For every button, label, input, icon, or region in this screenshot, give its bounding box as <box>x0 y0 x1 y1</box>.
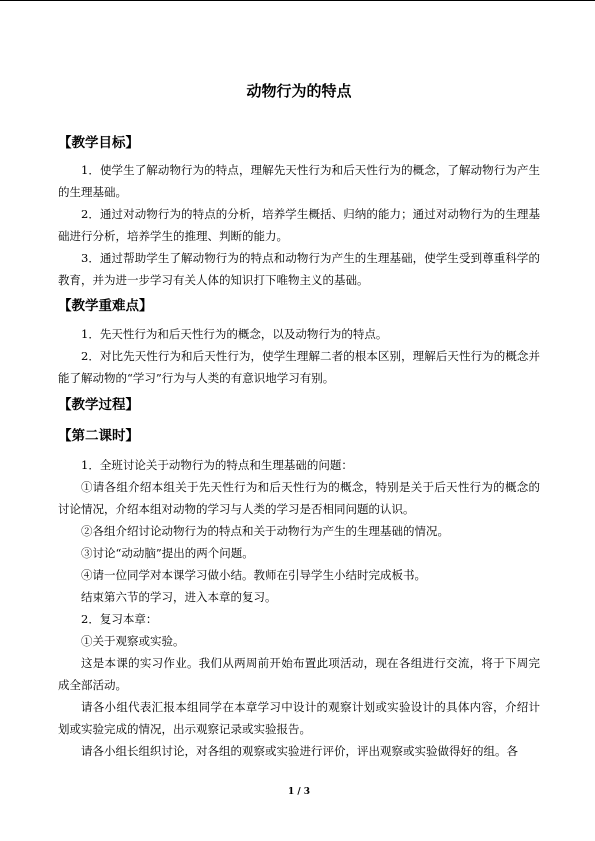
goal-item-2: 2．通过对动物行为的特点的分析，培养学生概括、归纳的能力；通过对动物行为的生理基础进行分析，培养学生的推理、判断的能力。 <box>58 207 540 243</box>
document-title: 动物行为的特点 <box>246 82 352 100</box>
lesson-item-8: ①关于观察或实验。 <box>81 634 185 648</box>
lesson-item-11: 请各小组长组织讨论，对各组的观察或实验进行评价，评出观察或实验做得好的组。各 <box>81 744 518 758</box>
lesson-item-6: 结束第六节的学习，进入本章的复习。 <box>81 590 277 604</box>
page-number: 1 / 3 <box>287 787 311 797</box>
header-rule <box>0 0 595 1</box>
key-point-item-1: 1．先天性行为和后天性行为的概念，以及动物行为的特点。 <box>81 327 388 341</box>
lesson-item-3: ②各组介绍讨论动物行为的特点和关于动物行为产生的生理基础的情况。 <box>81 524 449 538</box>
lesson-item-4: ③讨论“动动脑”提出的两个问题。 <box>81 546 254 560</box>
goal-item-3: 3．通过帮助学生了解动物行为的特点和动物行为产生的生理基础，使学生受到尊重科学的教育，并为进一步学习有关人体的知识打下唯物主义的基础。 <box>58 251 540 287</box>
lesson-item-2: ①请各组介绍本组关于先天性行为和后天性行为的概念，特别是关于后天性行为的概念的讨论情况，介绍本组对动物的学习与人类的学习是否相同问题的认识。 <box>58 480 540 516</box>
heading-second-lesson: 【第二课时】 <box>58 428 139 444</box>
key-point-item-2: 2．对比先天性行为和后天性行为，使学生理解二者的根本区别，理解后天性行为的概念并能了解动物的“学习”行为与人类的有意识地学习有别。 <box>58 349 540 385</box>
lesson-item-5: ④请一位同学对本课学习做小结。教师在引导学生小结时完成板书。 <box>81 568 426 582</box>
lesson-item-1: 1．全班讨论关于动物行为的特点和生理基础的问题： <box>81 458 353 472</box>
heading-teaching-goals: 【教学目标】 <box>58 135 139 151</box>
goal-item-1: 1．使学生了解动物行为的特点，理解先天性行为和后天性行为的概念，了解动物行为产生的生理基础。 <box>58 163 540 199</box>
lesson-item-9: 这是本课的实习作业。我们从两周前开始布置此项活动，现在各组进行交流，将于下周完成全部活动。 <box>58 656 540 692</box>
lesson-item-10: 请各小组代表汇报本组同学在本章学习中设计的观察计划或实验设计的具体内容，介绍计划或实验完成的情况，出示观察记录或实验报告。 <box>58 700 540 736</box>
lesson-item-7: 2．复习本章： <box>81 612 158 626</box>
heading-teaching-process: 【教学过程】 <box>58 397 139 413</box>
heading-key-points: 【教学重难点】 <box>58 298 153 314</box>
